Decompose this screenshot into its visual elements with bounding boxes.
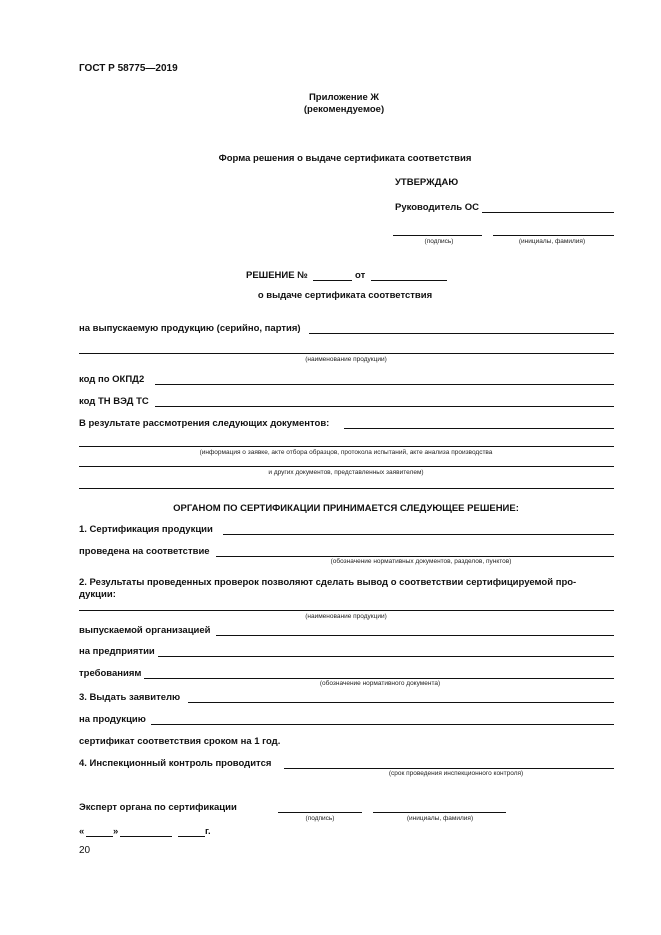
date-suffix: г. [205,826,211,837]
expert-label: Эксперт органа по сертификации [79,802,237,813]
results-caption: (наименование продукции) [305,613,387,620]
docs-line-4[interactable] [79,488,614,489]
annex-subtitle: (рекомендуемое) [303,104,385,115]
produced-by-label: выпускаемой организацией [79,625,211,636]
requirements-caption: (обозначение нормативного документа) [319,680,441,687]
product-caption: (наименование продукции) [305,356,387,363]
approval-name-caption: (инициалы, фамилия) [518,238,586,245]
decision-date-line[interactable] [371,280,447,281]
date-day-line[interactable] [86,836,113,837]
decision-subject: о выдаче сертификата соответствия [257,290,433,301]
expert-name-caption: (инициалы, фамилия) [406,815,474,822]
approval-sign-caption: (подпись) [424,238,454,245]
issue-to-line[interactable] [188,702,614,703]
date-close-quote: » [113,826,119,837]
product-line-2[interactable] [79,353,614,354]
expert-sign-caption: (подпись) [305,815,335,822]
approve-label: УТВЕРЖДАЮ [395,177,459,188]
docs-line-3[interactable] [79,466,614,467]
conducted-line[interactable] [216,556,614,557]
results-line-2: дукции: [79,589,116,600]
conducted-label: проведена на соответствие [79,546,210,557]
docs-label: В результате рассмотрения следующих документов: [79,418,330,429]
decision-number-label: РЕШЕНИЕ № [246,270,308,281]
docs-caption-1: (информация о заявке, акте отбора образцов, протокола испытаний, акте анализа производства [199,449,493,456]
expert-sign-line[interactable] [278,812,362,813]
produced-by-line[interactable] [216,635,614,636]
docs-line-2[interactable] [79,446,614,447]
inspection-label: 4. Инспекционный контроль проводится [79,758,272,769]
results-line-1: 2. Результаты проведенных проверок позволяют сделать вывод о соответствии сертифицируемой про- [79,577,577,588]
inspection-line[interactable] [284,768,614,769]
annex-title: Приложение Ж [308,92,380,103]
cert-term: сертификат соответствия сроком на 1 год. [79,736,281,747]
requirements-line[interactable] [144,678,614,679]
head-label: Руководитель ОС [395,202,480,213]
inspection-caption: (срок проведения инспекционного контроля) [388,770,524,777]
cert-product-line[interactable] [223,534,614,535]
requirements-label: требованиям [79,668,142,679]
date-year-line[interactable] [178,836,205,837]
form-title: Форма решения о выдаче сертификата соответствия [218,153,472,164]
decision-from-label: от [355,270,366,281]
expert-name-line[interactable] [373,812,506,813]
enterprise-label: на предприятии [79,646,155,657]
date-month-line[interactable] [120,836,172,837]
head-line[interactable] [482,212,614,213]
results-line[interactable] [79,610,614,611]
tnved-label: код ТН ВЭД ТС [79,396,149,407]
approval-name-line[interactable] [493,235,614,236]
date-open-quote: « [79,826,85,837]
okpd-line[interactable] [155,384,614,385]
product-label: на выпускаемую продукцию (серийно, партия) [79,323,301,334]
for-product-line[interactable] [151,724,614,725]
docs-caption-2: и других документов, представленных заявителем) [268,469,424,476]
standard-code: ГОСТ Р 58775—2019 [79,63,178,74]
enterprise-line[interactable] [158,656,614,657]
page-number: 20 [79,845,91,856]
docs-line[interactable] [344,428,614,429]
issue-to-label: 3. Выдать заявителю [79,692,181,703]
organ-heading: ОРГАНОМ ПО СЕРТИФИКАЦИИ ПРИНИМАЕТСЯ СЛЕДУЮЩЕЕ РЕШЕНИЕ: [173,503,519,514]
conducted-caption: (обозначение нормативных документов, разделов, пунктов) [330,558,512,565]
decision-number-line[interactable] [313,280,352,281]
approval-sign-line[interactable] [393,235,482,236]
tnved-line[interactable] [155,406,614,407]
okpd-label: код по ОКПД2 [79,374,145,385]
cert-product-label: 1. Сертификация продукции [79,524,213,535]
product-line[interactable] [309,333,614,334]
for-product-label: на продукцию [79,714,146,725]
